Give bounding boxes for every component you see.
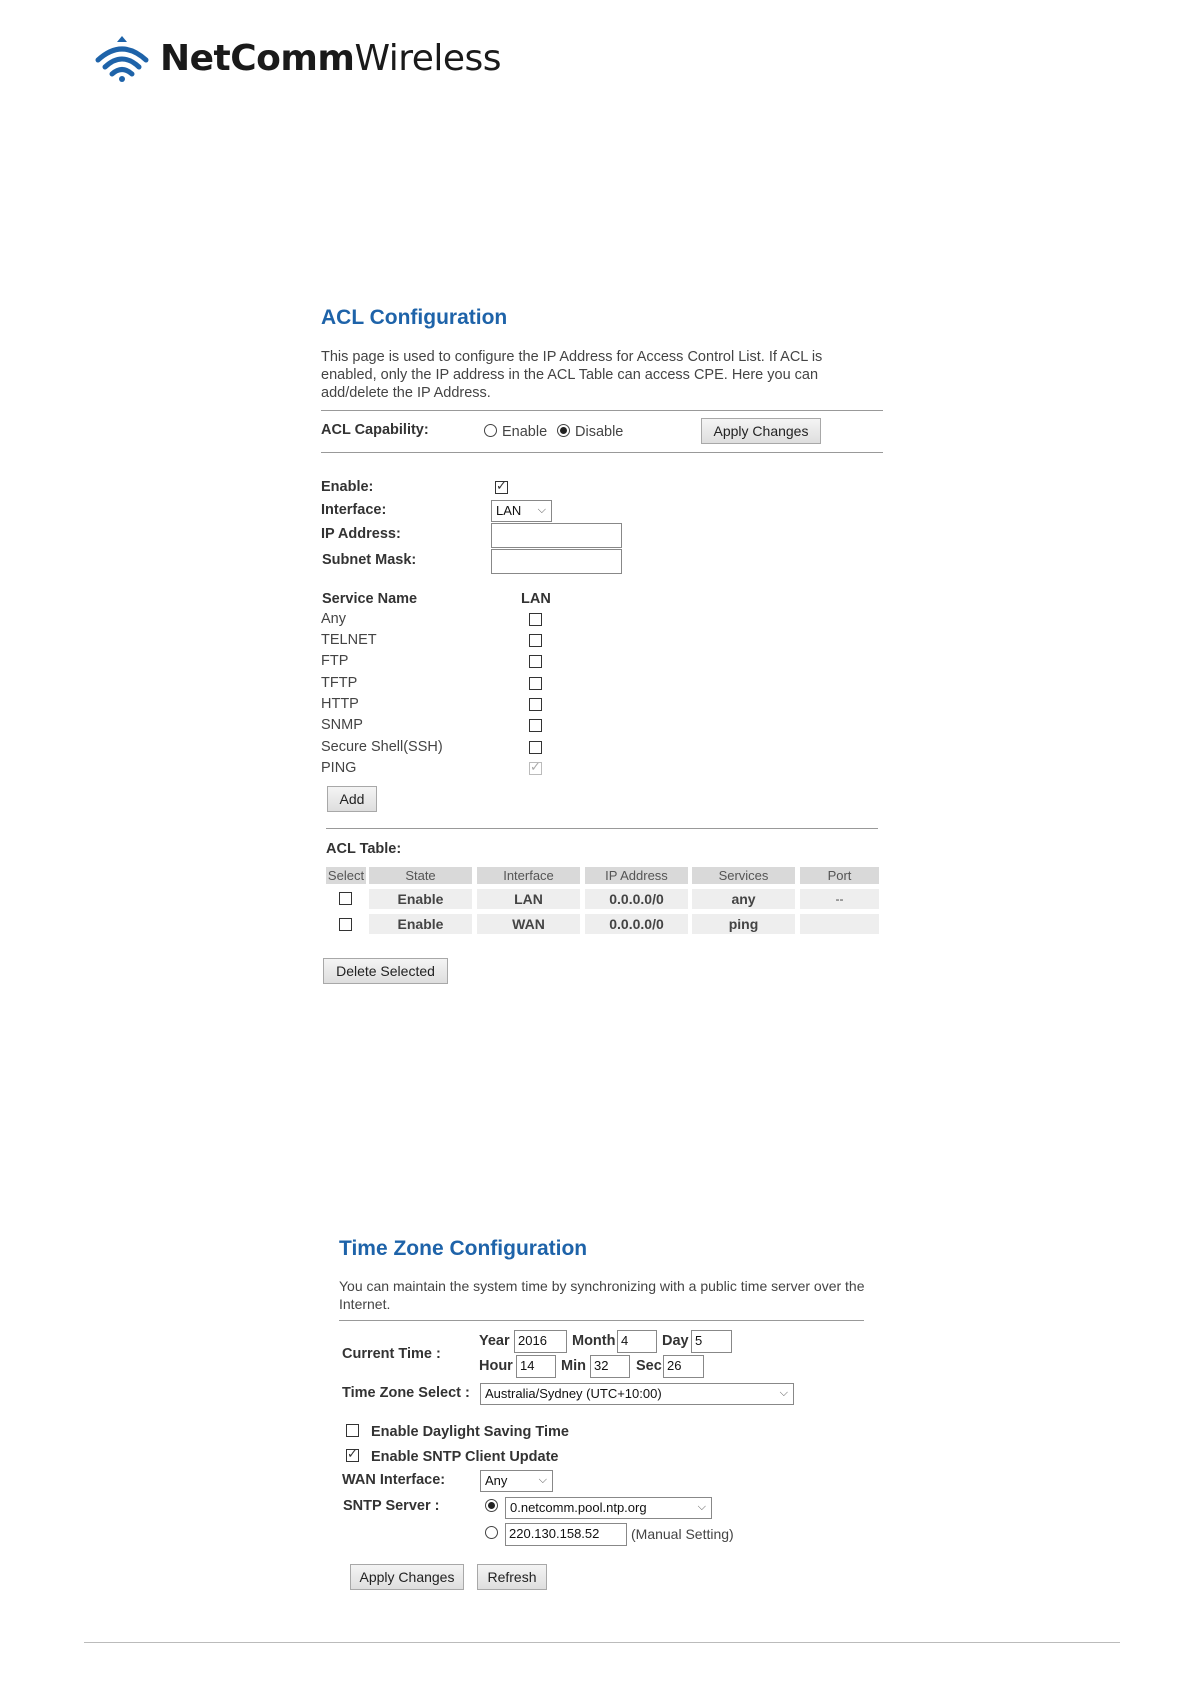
wan-interface-label: WAN Interface: <box>342 1472 446 1488</box>
service-lan-checkbox[interactable] <box>529 762 542 775</box>
acl-enable-radio[interactable] <box>484 424 497 437</box>
acl-description-line: This page is used to configure the IP Address for Access Control List. If ACL is <box>321 349 823 365</box>
interface-label: Interface: <box>321 502 387 518</box>
hour-input[interactable]: 14 <box>516 1355 556 1378</box>
table-header: State <box>369 867 472 884</box>
wan-interface-select[interactable] <box>480 1470 553 1492</box>
row-services: any <box>692 889 795 909</box>
subnet-mask-input[interactable] <box>491 549 622 574</box>
tz-description-line: Internet. <box>339 1296 391 1312</box>
acl-description-line: enabled, only the IP address in the ACL Table can access CPE. Here you can <box>321 367 819 383</box>
service-name-header: Service Name <box>322 591 418 607</box>
year-label: Year <box>479 1333 510 1349</box>
sec-input[interactable]: 26 <box>663 1355 704 1378</box>
sntp-server-select[interactable] <box>505 1497 712 1519</box>
month-label: Month <box>572 1333 616 1349</box>
service-name: SNMP <box>321 717 363 733</box>
enable-checkbox[interactable] <box>495 481 508 494</box>
sntp-server-manual-radio[interactable] <box>485 1526 498 1539</box>
row-ip-address: 0.0.0.0/0 <box>585 889 688 909</box>
table-header: Select <box>327 868 365 883</box>
wan-interface-select-value: Any <box>485 1473 508 1488</box>
service-lan-checkbox[interactable] <box>529 698 542 711</box>
day-input[interactable]: 5 <box>691 1330 732 1353</box>
chevron-down-icon: ⌵ <box>697 1501 706 1513</box>
sntp-server-manual-input[interactable]: 220.130.158.52 <box>505 1523 627 1546</box>
ip-address-label: IP Address: <box>321 526 401 542</box>
hour-label: Hour <box>479 1358 513 1374</box>
daylight-saving-checkbox[interactable] <box>346 1424 359 1437</box>
service-lan-checkbox[interactable] <box>529 741 542 754</box>
service-name: TELNET <box>321 632 377 648</box>
interface-select-value: LAN <box>496 503 522 518</box>
year-input[interactable]: 2016 <box>514 1330 567 1353</box>
service-lan-checkbox[interactable] <box>529 613 542 626</box>
min-label: Min <box>561 1358 586 1374</box>
row-services: ping <box>692 914 795 934</box>
service-name: FTP <box>321 653 349 669</box>
tz-title: Time Zone Configuration <box>339 1237 588 1260</box>
time-zone-label: Time Zone Select : <box>342 1385 470 1401</box>
acl-description-line: add/delete the IP Address. <box>321 385 491 401</box>
add-button[interactable]: Add <box>327 786 377 812</box>
acl-title: ACL Configuration <box>321 306 508 329</box>
service-lan-checkbox[interactable] <box>529 677 542 690</box>
service-name: PING <box>321 760 357 776</box>
divider <box>321 410 883 411</box>
divider <box>326 828 878 829</box>
service-name: Any <box>321 611 346 627</box>
table-header: IP Address <box>585 867 688 884</box>
time-zone-select[interactable] <box>480 1383 794 1405</box>
tz-description <box>339 1277 899 1313</box>
table-header: Interface <box>477 867 580 884</box>
service-lan-checkbox[interactable] <box>529 655 542 668</box>
current-time-label: Current Time : <box>342 1346 441 1362</box>
acl-description <box>321 348 881 402</box>
daylight-saving-label: Enable Daylight Saving Time <box>371 1424 569 1440</box>
acl-enable-radio-label: Enable <box>502 424 548 440</box>
row-interface: WAN <box>477 914 580 934</box>
row-ip-address: 0.0.0.0/0 <box>585 914 688 934</box>
row-select-checkbox[interactable] <box>339 892 352 905</box>
service-name: TFTP <box>321 675 358 691</box>
delete-selected-button[interactable]: Delete Selected <box>323 958 448 984</box>
row-select-checkbox[interactable] <box>339 918 352 931</box>
row-port <box>800 914 879 934</box>
acl-table-label: ACL Table: <box>326 841 402 857</box>
enable-label: Enable: <box>321 479 374 495</box>
brand-name: NetCommWireless <box>160 37 502 79</box>
row-state: Enable <box>369 914 472 934</box>
chevron-down-icon: ⌵ <box>538 1474 547 1486</box>
sntp-server-label: SNTP Server : <box>343 1498 440 1514</box>
sntp-update-label: Enable SNTP Client Update <box>371 1449 559 1465</box>
acl-disable-radio-label: Disable <box>575 424 624 440</box>
acl-apply-changes-button[interactable]: Apply Changes <box>701 418 821 444</box>
tz-description-line: You can maintain the system time by synchronizing with a public time server over the <box>339 1278 865 1294</box>
chevron-down-icon: ⌵ <box>537 504 546 516</box>
tz-apply-changes-button[interactable]: Apply Changes <box>350 1564 464 1590</box>
sntp-server-preset-radio[interactable] <box>485 1499 498 1512</box>
acl-disable-radio[interactable] <box>557 424 570 437</box>
time-zone-select-value: Australia/Sydney (UTC+10:00) <box>485 1386 662 1401</box>
table-header: Services <box>692 867 795 884</box>
refresh-button[interactable]: Refresh <box>477 1564 547 1590</box>
min-input[interactable]: 32 <box>590 1355 630 1378</box>
wifi-logo-icon <box>94 34 150 82</box>
chevron-down-icon: ⌵ <box>779 1387 788 1399</box>
interface-select[interactable] <box>491 500 552 522</box>
day-label: Day <box>662 1333 689 1349</box>
table-header: Port <box>800 867 879 884</box>
brand-logo <box>94 34 501 82</box>
month-input[interactable]: 4 <box>617 1330 657 1353</box>
service-name: HTTP <box>321 696 359 712</box>
acl-capability-label: ACL Capability: <box>321 422 429 438</box>
row-interface: LAN <box>477 889 580 909</box>
sec-label: Sec <box>636 1358 662 1374</box>
lan-header: LAN <box>521 591 551 607</box>
ip-address-input[interactable] <box>491 523 622 548</box>
divider <box>321 452 883 453</box>
footer-divider <box>84 1642 1120 1643</box>
row-state: Enable <box>369 889 472 909</box>
row-port: -- <box>800 889 879 909</box>
sntp-update-checkbox[interactable] <box>346 1449 359 1462</box>
service-lan-checkbox[interactable] <box>529 719 542 732</box>
sntp-server-select-value: 0.netcomm.pool.ntp.org <box>510 1500 647 1515</box>
service-lan-checkbox[interactable] <box>529 634 542 647</box>
subnet-mask-label: Subnet Mask: <box>322 552 417 568</box>
manual-setting-note: (Manual Setting) <box>631 1526 734 1542</box>
service-name: Secure Shell(SSH) <box>321 739 443 755</box>
divider <box>339 1320 864 1321</box>
